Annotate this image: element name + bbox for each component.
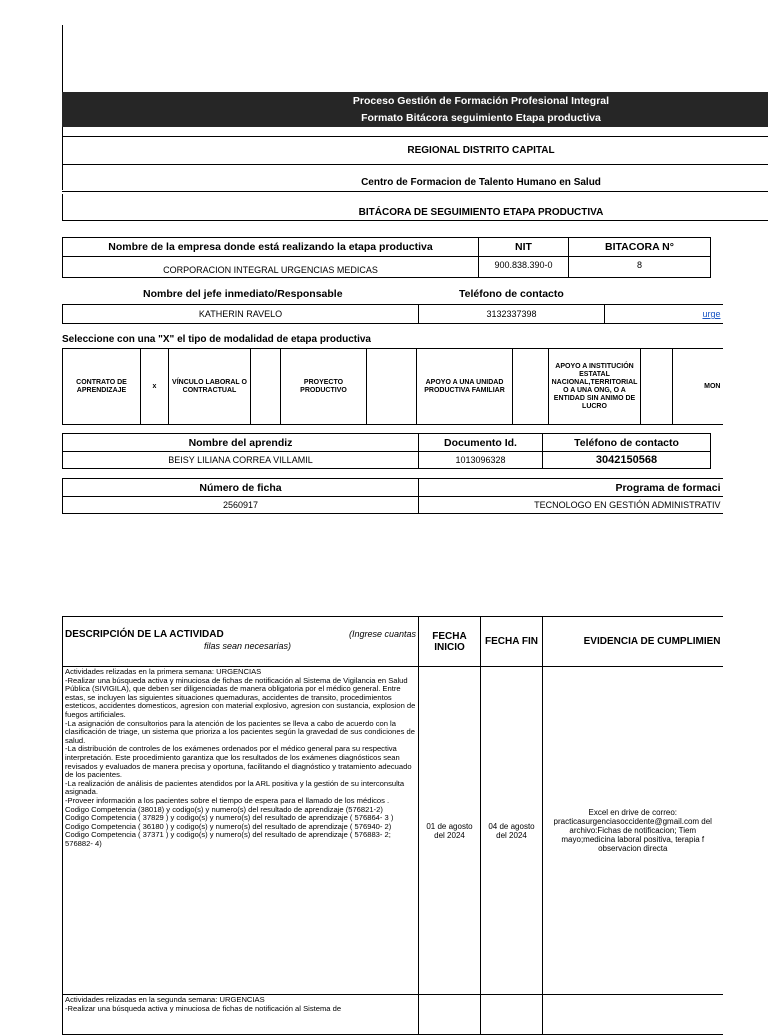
- programa-value: TECNOLOGO EN GESTIÓN ADMINISTRATIV: [419, 497, 723, 514]
- ficha-number: 2560917: [63, 497, 419, 514]
- format-title: Formato Bitácora seguimiento Etapa productiva: [361, 112, 601, 124]
- col-descripcion-note2: filas sean necesarias): [204, 641, 292, 651]
- centro-band: [62, 164, 768, 192]
- jefe-table: [62, 304, 723, 324]
- modalidad-apoyo-familiar: APOYO A UNA UNIDAD PRODUCTIVA FAMILIAR: [417, 349, 513, 425]
- empresa-name: CORPORACION INTEGRAL URGENCIAS MEDICAS: [63, 257, 479, 278]
- empresa-table: [62, 237, 711, 278]
- actividad-1-line: -La realización de análisis de pacientes atendidos por la ARL positiva y la gestión de su interconsulta asignada.: [65, 778, 405, 797]
- regional-band: [62, 136, 768, 164]
- aprendiz-phone: 3042150568: [543, 452, 711, 469]
- ficha-label: Número de ficha: [63, 479, 419, 497]
- actividad-1-line: -Realizar una búsqueda activa y minuciosa de fichas de notificación al Sistema de Vigilancia en Salud Pública (SIVIGILA), que deben ser diligenciadas de manera obligatoria por el médico general. Entre estas, se incluyen las siguientes situaciones quemaduras, accidentes de transito, procedimientos esteticos, accidentes domesticos, agresion con material explosivo, agresion con sustancia, explosion de fuegos artificiales.: [65, 675, 416, 719]
- regional-label: REGIONAL DISTRITO CAPITAL: [407, 145, 555, 156]
- col-descripcion-label: DESCRIPCIÓN DE LA ACTIVIDAD: [65, 629, 224, 640]
- col-descripcion: [63, 617, 419, 667]
- bitacora-number: 8: [569, 257, 711, 278]
- actividad-1-line: -La asignación de consultorios para la atención de los pacientes se lleva a cabo de acuerdo con la clasificación de triage, un sistema que prioriza a los pacientes según la gravedad de sus condiciones de salud.: [65, 718, 415, 745]
- aprendiz-doc-label: Documento Id.: [419, 434, 543, 452]
- nit-value: 900.838.390-0: [479, 257, 569, 278]
- modalidad-proyecto: PROYECTO PRODUCTIVO: [281, 349, 367, 425]
- col-fecha-inicio: FECHA INICIO: [419, 617, 481, 667]
- modalidad-vinculo-mark[interactable]: [251, 349, 281, 425]
- centro-label: Centro de Formacion de Talento Humano en Salud: [361, 177, 601, 188]
- nit-label: NIT: [479, 238, 569, 257]
- modalidad-apoyo-institucion-mark[interactable]: [641, 349, 673, 425]
- bitacora-number-label: BITACORA N°: [569, 238, 711, 257]
- modalidad-mon: MON: [673, 349, 723, 425]
- actividades-table: [62, 616, 723, 1035]
- header-bar: [62, 92, 768, 127]
- actividad-row-2-fin: [481, 995, 543, 1035]
- jefe-email-cell: [605, 305, 723, 324]
- modalidad-vinculo: VÍNCULO LABORAL O CONTRACTUAL: [169, 349, 251, 425]
- actividad-row-1-inicio: 01 de agosto del 2024: [419, 667, 481, 995]
- actividad-1-line: Codigo Competencia ( 36180 ) y codigo(s) y numero(s) del resultado de aprendizaje ( 576940- 2) Codigo Competencia ( 37371 ) y codigo(s) y numero(s) del resultado de aprendizaje ( 576883- 2; 576882- 4): [65, 821, 392, 848]
- bitacora-left-rule: [62, 194, 63, 221]
- ficha-table: [62, 478, 723, 514]
- actividad-1-line: -La distribución de controles de los exámenes ordenados por el médico general para su respectiva interpretación. Este procedimiento garantiza que los resultados de los exámenes diagnósticos sean revisados y evaluados de manera precisa y oportuna, facilitando el diagnóstico y tratamiento adecuado de los pacientes.: [65, 744, 412, 780]
- process-title: Proceso Gestión de Formación Profesional Integral: [352, 95, 610, 107]
- aprendiz-table: [62, 433, 711, 469]
- jefe-name: KATHERIN RAVELO: [63, 305, 419, 324]
- modalidad-contrato: CONTRATO DE APRENDIZAJE: [63, 349, 141, 425]
- actividad-1-line: -Proveer información a los pacientes sobre el tiempo de espera para el llamado de los médicos .: [65, 795, 390, 805]
- actividad-row-2-desc: [63, 995, 419, 1035]
- aprendiz-name-label: Nombre del aprendiz: [63, 434, 419, 452]
- bitacora-title: BITÁCORA DE SEGUIMIENTO ETAPA PRODUCTIVA: [358, 207, 604, 218]
- modalidad-label: Seleccione con una "X" el tipo de modalidad de etapa productiva: [62, 334, 371, 345]
- actividad-2-line: -Realizar una búsqueda activa y minuciosa de fichas de notificación al Sistema de: [65, 1003, 342, 1013]
- programa-label: Programa de formaci: [419, 479, 723, 497]
- actividad-1-line: Codigo Competencia ( 37829 ) y codigo(s) y numero(s) del resultado de aprendizaje ( 576864- 3 ): [65, 813, 394, 823]
- actividad-row-1-evidencia: Excel en drive de correo: practicasurgenciasoccidente@gmail.com del archivo:Fichas de notificacion; Tiem mayo;medicina laboral positiva, terapia f observacion directa: [543, 667, 723, 995]
- jefe-phone: 3132337398: [419, 305, 605, 324]
- modalidad-apoyo-familiar-mark[interactable]: [513, 349, 549, 425]
- actividad-row-1-desc: [63, 667, 419, 995]
- modalidad-table: [62, 348, 723, 425]
- jefe-email-link[interactable]: urge: [702, 309, 721, 319]
- empresa-label: Nombre de la empresa donde está realizando la etapa productiva: [63, 238, 479, 257]
- col-evidencia: EVIDENCIA DE CUMPLIMIEN: [543, 617, 723, 667]
- actividad-row-2-evidencia: [543, 995, 723, 1035]
- actividad-row-2-inicio: [419, 995, 481, 1035]
- aprendiz-doc: 1013096328: [419, 452, 543, 469]
- modalidad-proyecto-mark[interactable]: [367, 349, 417, 425]
- aprendiz-name: BEISY LILIANA CORREA VILLAMIL: [63, 452, 419, 469]
- col-descripcion-note1: (Ingrese cuantas: [348, 629, 416, 639]
- jefe-phone-label: Teléfono de contacto: [459, 288, 564, 300]
- modalidad-apoyo-institucion: APOYO A INSTITUCIÓN ESTATAL NACIONAL,TERRITORIAL O A UNA ONG, O A ENTIDAD SIN ANIMO DE LUCRO: [549, 349, 641, 425]
- actividad-1-line: Codigo Competencia (38018) y codigo(s) y numero(s) del resultado de aprendizaje (576821-2): [65, 804, 383, 814]
- top-left-rule: [62, 25, 63, 92]
- jefe-label: Nombre del jefe inmediato/Responsable: [143, 288, 343, 300]
- modalidad-contrato-mark[interactable]: x: [141, 349, 169, 425]
- actividad-2-line: Actividades relizadas en la segunda semana: URGENCIAS: [65, 995, 265, 1004]
- actividad-1-line: Actividades relizadas en la primera semana: URGENCIAS: [65, 667, 262, 676]
- aprendiz-phone-label: Teléfono de contacto: [543, 434, 711, 452]
- bitacora-band: [62, 194, 768, 221]
- col-fecha-fin: FECHA FIN: [481, 617, 543, 667]
- actividad-row-1-fin: 04 de agosto del 2024: [481, 667, 543, 995]
